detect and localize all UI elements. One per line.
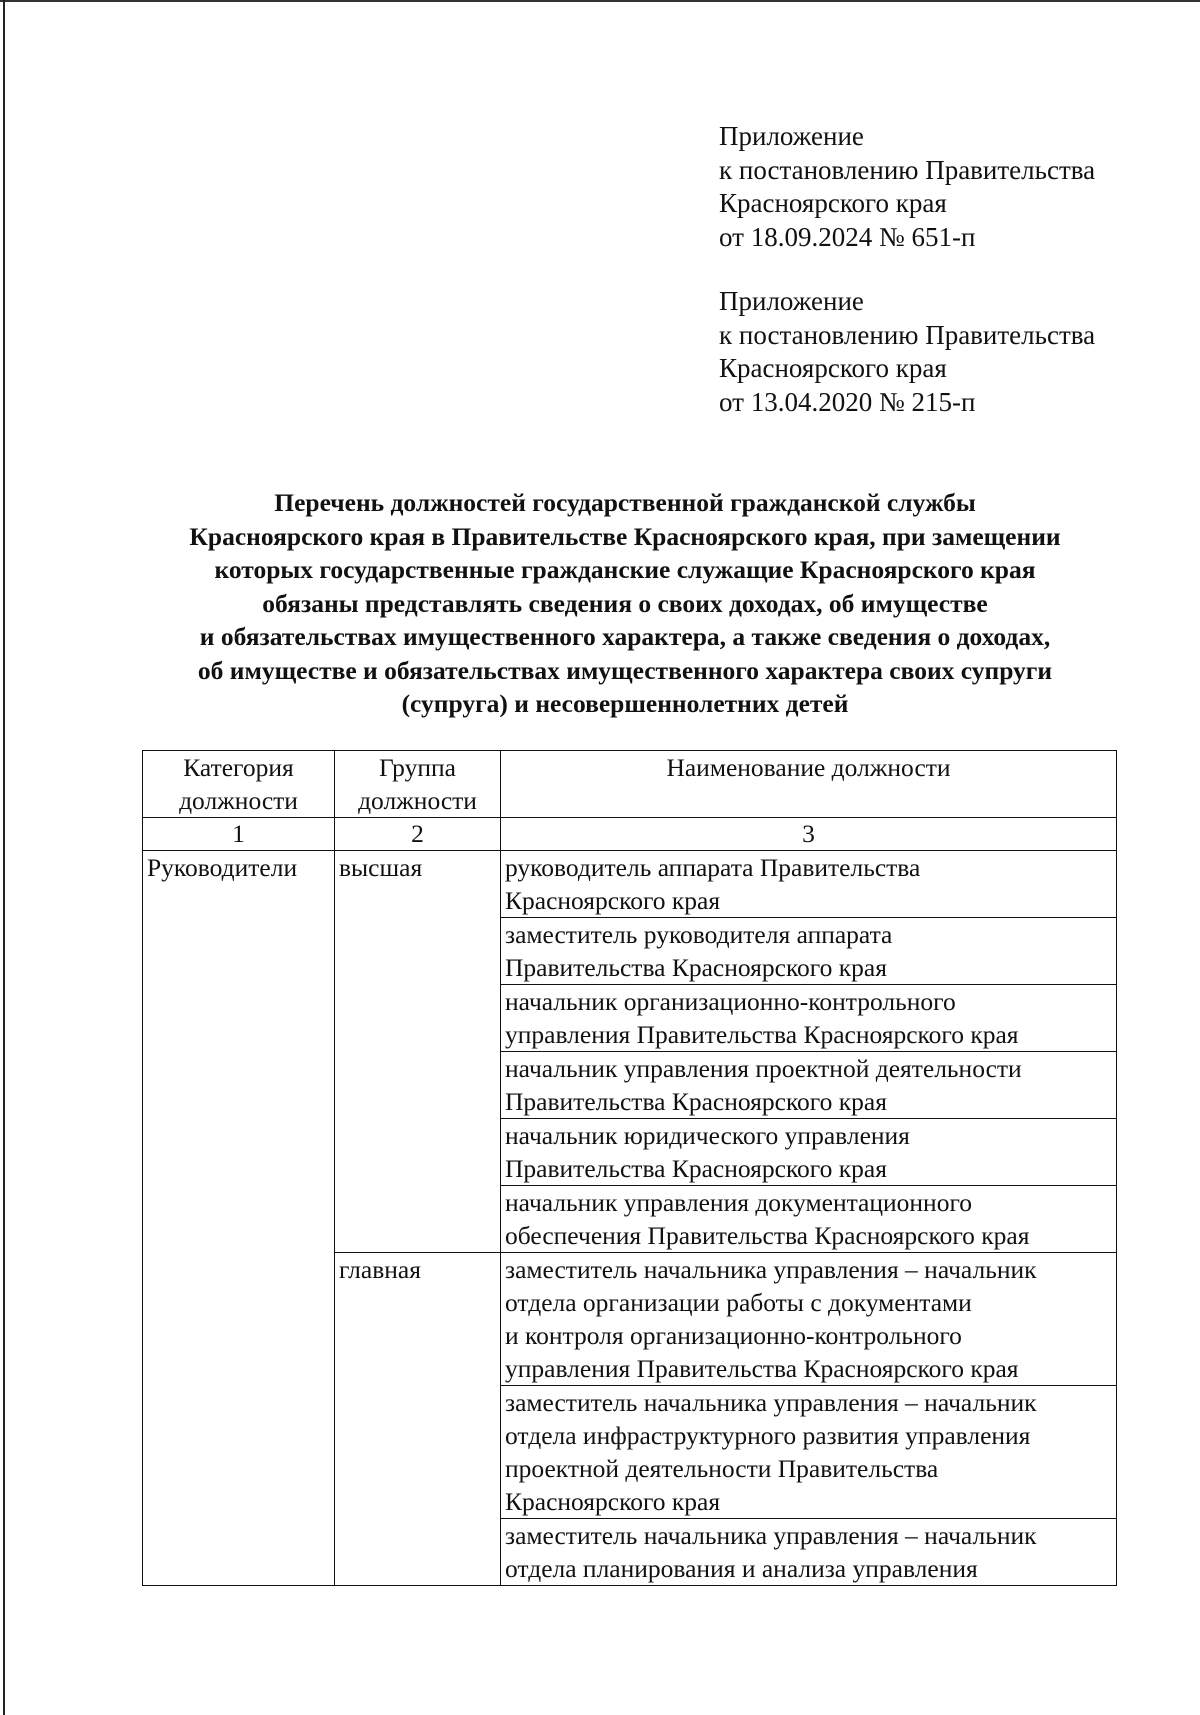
position-line: Красноярского края <box>505 1487 721 1516</box>
position-line: начальник управления проектной деятельности <box>505 1054 1022 1083</box>
appendix-region: Красноярского края <box>719 353 947 383</box>
positions-table <box>142 750 1117 1586</box>
position-line: управления Правительства Красноярского края <box>505 1020 1019 1049</box>
position-line: отдела инфраструктурного развития управления <box>505 1421 1031 1450</box>
header-category-line: Категория <box>183 753 294 782</box>
appendix-region: Красноярского края <box>719 188 947 218</box>
appendix-date-number: от 13.04.2020 № 215-п <box>719 386 976 417</box>
page-edge-top <box>0 0 1200 2</box>
page-edge-left <box>3 0 5 1715</box>
table-header-row <box>143 751 1117 818</box>
group-cell-main: главная <box>335 1253 501 1586</box>
document-title <box>130 486 1120 721</box>
appendix-resolution-ref: к постановлению Правительства <box>719 154 1096 185</box>
table-row <box>143 851 1117 918</box>
column-number: 1 <box>143 818 335 851</box>
title-line: и обязательствах имущественного характера, а также сведения о доходах, <box>199 622 1051 651</box>
appendix-date-number: от 18.09.2024 № 651-п <box>719 221 976 252</box>
column-number-row <box>143 818 1117 851</box>
position-line: и контроля организационно-контрольного <box>505 1321 962 1350</box>
position-cell <box>501 1052 1117 1119</box>
position-cell <box>501 1119 1117 1186</box>
position-cell <box>501 1186 1117 1253</box>
column-number: 3 <box>501 818 1117 851</box>
position-line: заместитель начальника управления – начальник <box>505 1388 1037 1417</box>
appendix-label: Приложение <box>719 121 864 151</box>
position-line: Правительства Красноярского края <box>505 953 887 982</box>
position-line: проектной деятельности Правительства <box>505 1454 939 1483</box>
appendix-header-current <box>719 120 1095 254</box>
position-line: руководитель аппарата Правительства <box>505 853 921 882</box>
position-line: отдела планирования и анализа управления <box>505 1554 978 1583</box>
position-line: Правительства Красноярского края <box>505 1087 887 1116</box>
title-line: которых государственные гражданские служащие Красноярского края <box>214 555 1036 584</box>
position-line: начальник организационно-контрольного <box>505 987 956 1016</box>
appendix-resolution-ref: к постановлению Правительства <box>719 319 1096 350</box>
category-cell: Руководители <box>143 851 335 1586</box>
position-cell <box>501 985 1117 1052</box>
position-line: начальник управления документационного <box>505 1188 973 1217</box>
appendix-header-original <box>719 285 1095 419</box>
position-cell <box>501 1519 1117 1586</box>
title-line: об имуществе и обязательствах имущественного характера своих супруги <box>197 655 1053 685</box>
position-cell <box>501 918 1117 985</box>
header-group-line: должности <box>358 786 477 815</box>
position-line: начальник юридического управления <box>505 1121 910 1150</box>
position-cell <box>501 1386 1117 1519</box>
position-line: заместитель начальника управления – начальник <box>505 1255 1037 1284</box>
position-line: отдела организации работы с документами <box>505 1288 972 1317</box>
position-line: заместитель начальника управления – начальник <box>505 1521 1037 1550</box>
title-line: Красноярского края в Правительстве Красноярского края, при замещении <box>189 521 1061 551</box>
position-cell <box>501 1253 1117 1386</box>
header-name-line: Наименование должности <box>666 753 951 782</box>
appendix-label: Приложение <box>719 286 864 316</box>
header-position-name <box>501 751 1117 818</box>
position-line: управления Правительства Красноярского края <box>505 1354 1019 1383</box>
header-category <box>143 751 335 818</box>
header-category-line: должности <box>179 786 298 815</box>
title-line: (супруга) и несовершеннолетних детей <box>401 689 849 718</box>
position-line: Правительства Красноярского края <box>505 1154 887 1183</box>
header-group <box>335 751 501 818</box>
position-line: заместитель руководителя аппарата <box>505 920 893 949</box>
title-line: обязаны представлять сведения о своих доходах, об имуществе <box>262 588 988 618</box>
group-cell-highest: высшая <box>335 851 501 1253</box>
header-group-line: Группа <box>379 753 456 782</box>
column-number: 2 <box>335 818 501 851</box>
title-line: Перечень должностей государственной гражданской службы <box>274 488 976 517</box>
position-line: обеспечения Правительства Красноярского края <box>505 1221 1030 1250</box>
position-line: Красноярского края <box>505 886 721 915</box>
position-cell <box>501 851 1117 918</box>
